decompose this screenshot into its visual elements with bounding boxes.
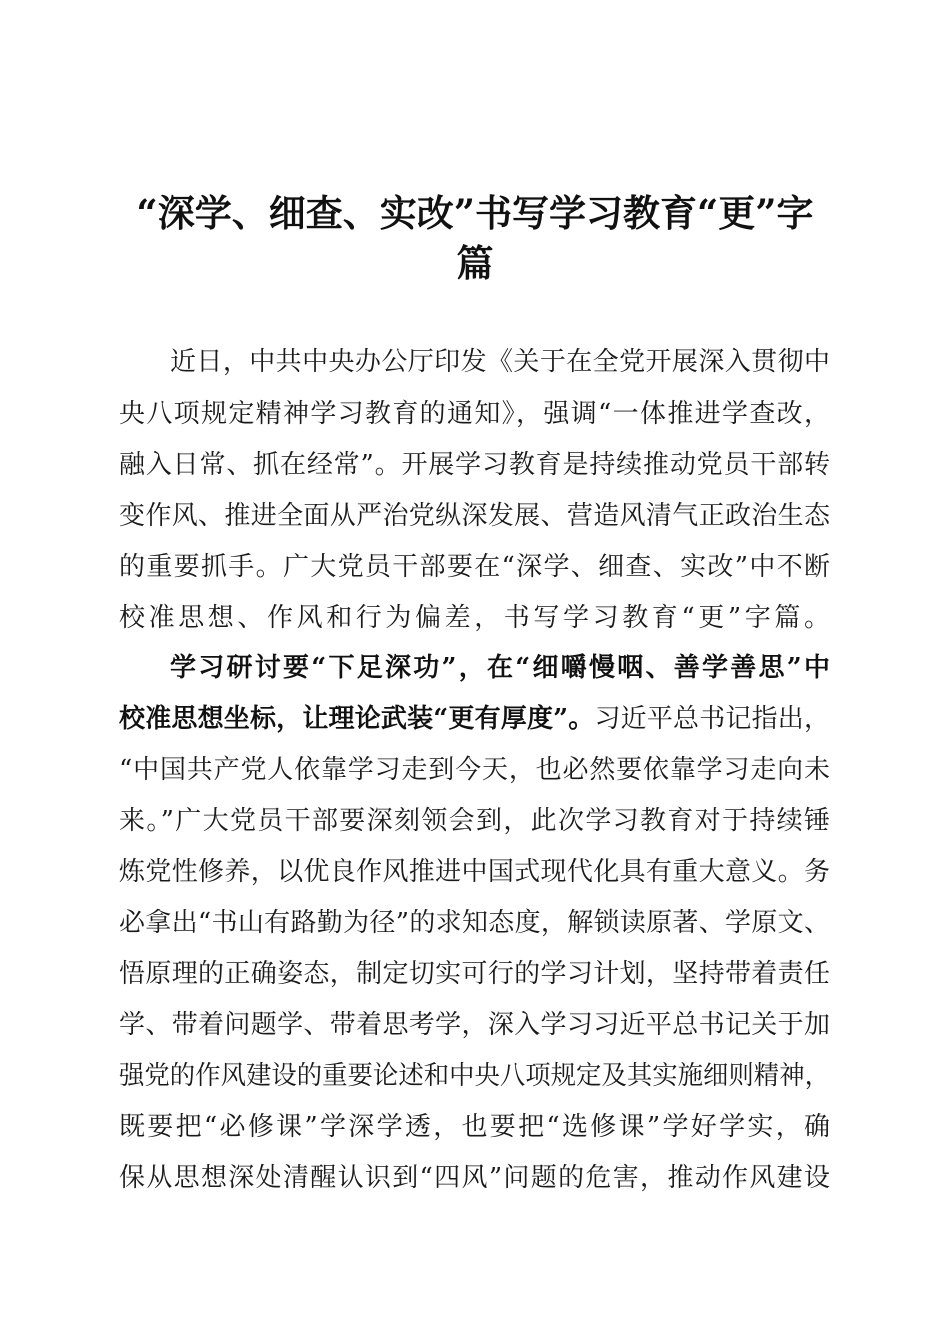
paragraph-2-line-4: 来。”广大党员干部要深刻领会到，此次学习教育对于持续锤 [119, 806, 832, 836]
paragraph-2-line-7: 悟原理的正确姿态，制定切实可行的学习计划，坚持带着责任 [119, 959, 831, 989]
paragraph-2-line-9: 强党的作风建设的重要论述和中央八项规定及其实施细则精神， [119, 1061, 830, 1091]
paragraph-1-line-6: 校准思想、作风和行为偏差，书写学习教育“更”字篇。 [119, 603, 834, 633]
paragraph-2-line-8: 学、带着问题学、带着思考学，深入学习习近平总书记关于加 [119, 1010, 831, 1040]
paragraph-2-line-5: 炼党性修养，以优良作风推进中国式现代化具有重大意义。务 [119, 857, 831, 887]
document-title-line-1: “深学、细查、实改”书写学习教育“更”字 [136, 191, 814, 235]
paragraph-2-line-6: 必拿出“书山有路勤为径”的求知态度，解锁读原著、学原文、 [119, 908, 831, 938]
paragraph-2-line-3: “中国共产党人依靠学习走到今天，也必然要依靠学习走向未 [119, 755, 831, 785]
document-title-line-2: 篇 [456, 241, 494, 285]
paragraph-1-line-5: 的重要抓手。广大党员干部要在“深学、细查、实改”中不断 [119, 552, 832, 582]
paragraph-2-line-1: 学习研讨要“下足深功”，在“细嚼慢咽、善学善思”中 [170, 653, 833, 683]
paragraph-1-line-1: 近日，中共中央办公厅印发《关于在全党开展深入贯彻中 [170, 347, 831, 377]
paragraph-1-line-2: 央八项规定精神学习教育的通知》，强调“一体推进学查改， [119, 399, 832, 429]
paragraph-1-line-4: 变作风、推进全面从严治党纵深发展、营造风清气正政治生态 [119, 501, 831, 531]
paragraph-2-line-11: 保从思想深处清醒认识到“四风”问题的危害，推动作风建设 [119, 1163, 832, 1193]
paragraph-2-line-2: 校准思想坐标，让理论武装“更有厚度”。习近平总书记指出， [119, 704, 831, 734]
paragraph-1-line-3: 融入日常、抓在经常”。开展学习教育是持续推动党员干部转 [119, 450, 831, 480]
paragraph-2-line-10: 既要把“必修课”学深学透，也要把“选修课”学好学实，确 [119, 1112, 833, 1142]
